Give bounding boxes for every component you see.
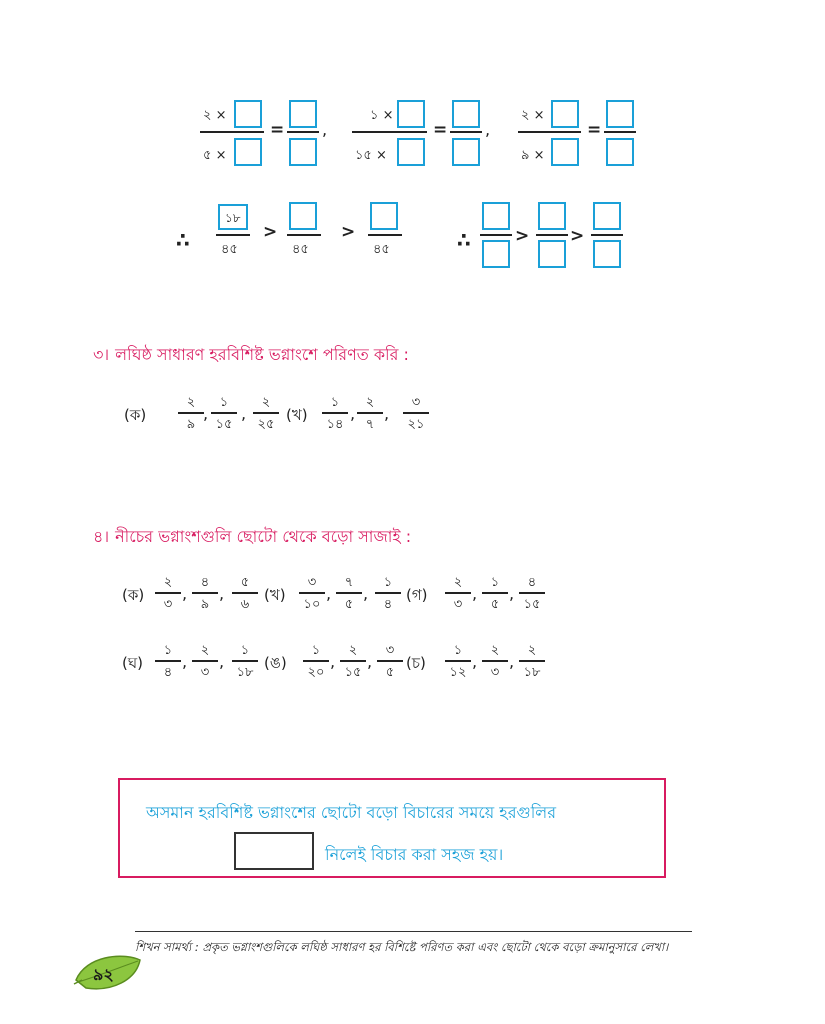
gt-2: > bbox=[341, 222, 356, 242]
fraction: ১ ১৮ bbox=[232, 642, 258, 681]
comma: , bbox=[350, 404, 356, 423]
part-label: (ক) bbox=[124, 406, 147, 424]
comma: , bbox=[219, 652, 225, 671]
comma: , bbox=[509, 652, 515, 671]
comma: , bbox=[182, 652, 188, 671]
g2-num-box[interactable] bbox=[397, 100, 425, 128]
therefore-symbol-1: ∴ bbox=[176, 228, 190, 252]
comma: , bbox=[363, 584, 369, 603]
g2-fraction-bar bbox=[352, 131, 427, 133]
fraction: ২ ৯ bbox=[178, 394, 204, 433]
fraction: ১ ১২ bbox=[445, 642, 471, 681]
comma: , bbox=[367, 652, 373, 671]
g2-den-text: ১৫ × bbox=[355, 148, 387, 163]
comma: , bbox=[509, 584, 515, 603]
gt-1: > bbox=[263, 222, 278, 242]
g2-result-num-box[interactable] bbox=[452, 100, 480, 128]
comma: , bbox=[241, 404, 247, 423]
part-label-ga: (গ) bbox=[406, 586, 428, 604]
comma: , bbox=[326, 584, 332, 603]
fraction: ৭ ৫ bbox=[336, 574, 362, 613]
g1-num-box[interactable] bbox=[234, 100, 262, 128]
question-3-heading bbox=[93, 342, 409, 369]
fraction: ১ ১৪ bbox=[322, 394, 348, 433]
info-line-2: নিলেই বিচার করা সহজ হয়। bbox=[325, 845, 504, 864]
therefore-symbol-2: ∴ bbox=[457, 228, 471, 252]
comma: , bbox=[384, 404, 390, 423]
g3-equals: = bbox=[587, 120, 602, 140]
cmp2-bar bbox=[287, 234, 321, 236]
part-label-uma: (ঙ) bbox=[264, 654, 287, 672]
cmp3-bar bbox=[368, 234, 402, 236]
comma: , bbox=[182, 584, 188, 603]
g1-equals: = bbox=[270, 120, 285, 140]
question-4-number: ৪। bbox=[93, 527, 110, 546]
page-number: ৯২ bbox=[93, 965, 114, 984]
fraction: ১ ৪ bbox=[375, 574, 401, 613]
g1-den-text: ৫ × bbox=[203, 148, 227, 163]
cmp5-num-box[interactable] bbox=[538, 202, 566, 230]
cmp4-bar bbox=[480, 234, 512, 236]
comma: , bbox=[472, 652, 478, 671]
footer-divider bbox=[135, 931, 692, 932]
fraction: ২ ৭ bbox=[357, 394, 383, 433]
fraction: ১ ৪ bbox=[155, 642, 181, 681]
question-4-title: নীচের ভগ্নাংশগুলি ছোটো থেকে বড়ো সাজাই : bbox=[115, 527, 412, 546]
cmp3-num-box[interactable] bbox=[370, 202, 398, 230]
cmp2-num-box[interactable] bbox=[289, 202, 317, 230]
part-label: (খ) bbox=[286, 406, 308, 424]
fraction: ২ ৩ bbox=[192, 642, 218, 681]
question-4-heading bbox=[93, 524, 411, 551]
g3-den-box[interactable] bbox=[551, 138, 579, 166]
g1-den-box[interactable] bbox=[234, 138, 262, 166]
g1-result-den-box[interactable] bbox=[289, 138, 317, 166]
fraction: ৩ ১০ bbox=[299, 574, 325, 613]
gt-4: > bbox=[570, 226, 585, 246]
fraction: ৪ ৯ bbox=[192, 574, 218, 613]
fraction: ২ ৩ bbox=[445, 574, 471, 613]
g3-result-den-box[interactable] bbox=[606, 138, 634, 166]
question-3-title: লঘিষ্ঠ সাধারণ হরবিশিষ্ট ভগ্নাংশে পরিণত করি : bbox=[115, 345, 409, 364]
question-3-number: ৩। bbox=[93, 345, 110, 364]
info-box bbox=[118, 778, 666, 878]
cmp4-den-box[interactable] bbox=[482, 240, 510, 268]
fill-in-blank-box[interactable] bbox=[234, 832, 314, 870]
comma: , bbox=[330, 652, 336, 671]
cmp6-den-box[interactable] bbox=[593, 240, 621, 268]
cmp4-num-box[interactable] bbox=[482, 202, 510, 230]
part-label-kha: (খ) bbox=[264, 586, 286, 604]
info-line-1: অসমান হরবিশিষ্ট ভগ্নাংশের ছোটো বড়ো বিচারের সময়ে হরগুলির bbox=[146, 803, 556, 822]
fraction: ২ ১৫ bbox=[340, 642, 366, 681]
cmp1-bar bbox=[216, 234, 250, 236]
cmp6-num-box[interactable] bbox=[593, 202, 621, 230]
cmp3-den: ৪৫ bbox=[373, 242, 390, 257]
fraction: ২ ৩ bbox=[155, 574, 181, 613]
g3-result-num-box[interactable] bbox=[606, 100, 634, 128]
g3-num-box[interactable] bbox=[551, 100, 579, 128]
g3-fraction-bar bbox=[518, 131, 581, 133]
cmp1-num-box[interactable] bbox=[218, 204, 248, 230]
fraction: ৫ ৬ bbox=[232, 574, 258, 613]
g3-den-text: ৯ × bbox=[521, 148, 545, 163]
g2-num-text: ১ × bbox=[370, 108, 394, 123]
fraction: ১ ২০ bbox=[303, 642, 329, 681]
comma: , bbox=[219, 584, 225, 603]
cmp5-den-box[interactable] bbox=[538, 240, 566, 268]
fraction: ২ ৩ bbox=[482, 642, 508, 681]
g2-comma: , bbox=[485, 120, 491, 139]
fraction: ২ ২৫ bbox=[253, 394, 279, 433]
part-label-cha: (চ) bbox=[406, 654, 426, 672]
cmp1-den: ৪৫ bbox=[221, 242, 238, 257]
g3-result-bar bbox=[604, 131, 636, 133]
fraction: ১ ১৫ bbox=[211, 394, 237, 433]
g1-result-num-box[interactable] bbox=[289, 100, 317, 128]
g1-result-bar bbox=[287, 131, 319, 133]
fraction: ১ ৫ bbox=[482, 574, 508, 613]
fraction: ৪ ১৫ bbox=[519, 574, 545, 613]
cmp2-den: ৪৫ bbox=[292, 242, 309, 257]
part-label-ka: (ক) bbox=[122, 586, 145, 604]
part-label-gha: (ঘ) bbox=[122, 654, 143, 672]
cmp6-bar bbox=[591, 234, 623, 236]
learning-outcome-text: শিখন সামর্থ্য : প্রকৃত ভগ্নাংশগুলিকে লঘিষ্ঠ সাধারণ হর বিশিষ্টে পরিণত করা এবং ছোটো থেকে বড়ো ক্রমানুসারে লেখা। bbox=[135, 940, 669, 954]
comma: , bbox=[203, 404, 209, 423]
comma: , bbox=[472, 584, 478, 603]
g2-result-bar bbox=[450, 131, 482, 133]
cmp1-num-text: ১৮ bbox=[225, 211, 241, 225]
g2-result-den-box[interactable] bbox=[452, 138, 480, 166]
fraction: ৩ ৫ bbox=[377, 642, 403, 681]
g2-den-box[interactable] bbox=[397, 138, 425, 166]
g1-fraction-bar bbox=[200, 131, 264, 133]
gt-3: > bbox=[515, 226, 530, 246]
g3-num-text: ২ × bbox=[521, 108, 545, 123]
g2-equals: = bbox=[433, 120, 448, 140]
g1-num-text: ২ × bbox=[203, 108, 227, 123]
fraction: ২ ১৮ bbox=[519, 642, 545, 681]
g1-comma: , bbox=[322, 120, 328, 139]
fraction: ৩ ২১ bbox=[403, 394, 429, 433]
cmp5-bar bbox=[536, 234, 568, 236]
